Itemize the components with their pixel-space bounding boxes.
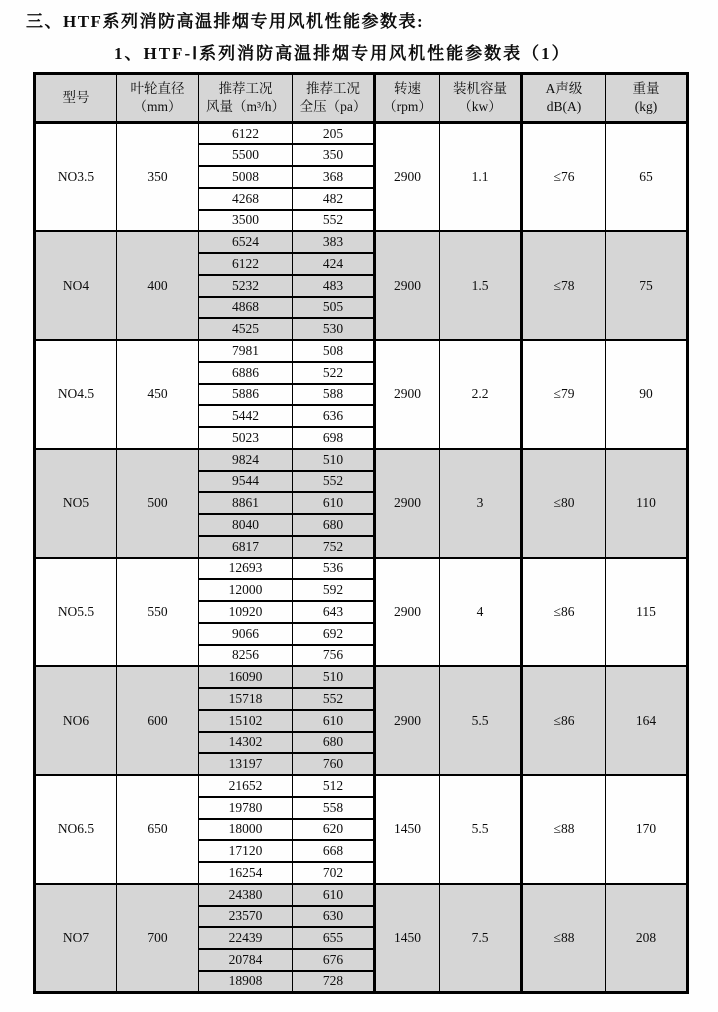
speed-cell: 2900	[375, 340, 440, 449]
pressure-cell: 760	[293, 753, 375, 775]
airflow-cell: 5023	[199, 427, 293, 449]
pressure-cell: 424	[293, 253, 375, 275]
header-pressure-label: 推荐工况	[306, 80, 360, 96]
pressure-cell: 698	[293, 427, 375, 449]
pressure-cell: 676	[293, 949, 375, 971]
fan-parameters-table	[33, 72, 689, 994]
header-diameter-label: 叶轮直径	[130, 80, 185, 96]
weight-cell: 170	[606, 775, 688, 884]
airflow-cell: 6122	[199, 253, 293, 275]
airflow-cell: 6122	[199, 123, 293, 145]
header-airflow	[199, 74, 293, 123]
airflow-cell: 8040	[199, 514, 293, 536]
airflow-cell: 6524	[199, 231, 293, 253]
header-noise-unit: dB(A)	[546, 99, 582, 114]
speed-cell: 2900	[375, 666, 440, 775]
airflow-cell: 6886	[199, 362, 293, 384]
speed-cell: 2900	[375, 558, 440, 667]
model-group-NO7	[35, 884, 688, 993]
pressure-cell: 552	[293, 471, 375, 493]
pressure-cell: 522	[293, 362, 375, 384]
noise-cell: ≤88	[522, 884, 606, 993]
header-power-label: 装机容量	[453, 80, 507, 96]
power-cell: 3	[440, 449, 522, 558]
page-subtitle: 1、HTF-Ⅰ系列消防高温排烟专用风机性能参数表（1）	[114, 44, 571, 63]
airflow-cell: 9544	[199, 471, 293, 493]
power-cell: 4	[440, 558, 522, 667]
airflow-cell: 5500	[199, 144, 293, 166]
header-installed-power	[440, 74, 522, 123]
pressure-cell: 610	[293, 884, 375, 906]
pressure-cell: 756	[293, 645, 375, 667]
weight-cell: 208	[606, 884, 688, 993]
pressure-cell: 205	[293, 123, 375, 145]
weight-cell: 164	[606, 666, 688, 775]
speed-cell: 1450	[375, 884, 440, 993]
weight-cell: 65	[606, 123, 688, 232]
airflow-cell: 21652	[199, 775, 293, 797]
header-weight-unit: (kg)	[634, 99, 658, 114]
header-speed	[375, 74, 440, 123]
airflow-cell: 4525	[199, 318, 293, 340]
airflow-cell: 8861	[199, 492, 293, 514]
pressure-cell: 508	[293, 340, 375, 362]
airflow-cell: 24380	[199, 884, 293, 906]
power-cell: 1.1	[440, 123, 522, 232]
noise-cell: ≤78	[522, 231, 606, 340]
header-row	[35, 74, 688, 123]
airflow-cell: 20784	[199, 949, 293, 971]
pressure-cell: 620	[293, 819, 375, 841]
header-power-unit: （kw）	[458, 99, 502, 114]
pressure-cell: 692	[293, 623, 375, 645]
pressure-cell: 680	[293, 732, 375, 754]
airflow-cell: 18908	[199, 971, 293, 993]
pressure-cell: 588	[293, 384, 375, 406]
model-cell: NO6	[35, 666, 117, 775]
pressure-cell: 668	[293, 840, 375, 862]
noise-cell: ≤76	[522, 123, 606, 232]
pressure-cell: 512	[293, 775, 375, 797]
airflow-cell: 23570	[199, 906, 293, 928]
pressure-cell: 643	[293, 601, 375, 623]
airflow-cell: 10920	[199, 601, 293, 623]
diameter-cell: 650	[117, 775, 199, 884]
noise-cell: ≤88	[522, 775, 606, 884]
airflow-cell: 14302	[199, 732, 293, 754]
speed-cell: 2900	[375, 231, 440, 340]
pressure-cell: 655	[293, 927, 375, 949]
speed-cell: 2900	[375, 123, 440, 232]
power-cell: 5.5	[440, 666, 522, 775]
header-noise-level	[522, 74, 606, 123]
pressure-cell: 530	[293, 318, 375, 340]
header-airflow-unit: 风量（m³/h）	[205, 99, 286, 114]
weight-cell: 115	[606, 558, 688, 667]
page-title: 三、HTF系列消防高温排烟专用风机性能参数表:	[26, 12, 425, 31]
weight-cell: 110	[606, 449, 688, 558]
model-cell: NO4	[35, 231, 117, 340]
speed-cell: 2900	[375, 449, 440, 558]
header-diameter-unit: （mm）	[133, 99, 182, 114]
airflow-cell: 16090	[199, 666, 293, 688]
model-group-NO3.5	[35, 123, 688, 232]
header-noise-label: A声级	[545, 80, 583, 96]
airflow-cell: 5008	[199, 166, 293, 188]
noise-cell: ≤79	[522, 340, 606, 449]
pressure-cell: 482	[293, 188, 375, 210]
model-cell: NO7	[35, 884, 117, 993]
airflow-cell: 12000	[199, 579, 293, 601]
model-cell: NO3.5	[35, 123, 117, 232]
model-cell: NO5	[35, 449, 117, 558]
airflow-cell: 16254	[199, 862, 293, 884]
header-model-label: 型号	[62, 89, 90, 105]
header-airflow-label: 推荐工况	[218, 80, 273, 96]
model-group-NO5.5	[35, 558, 688, 667]
airflow-cell: 5232	[199, 275, 293, 297]
table-row	[35, 884, 688, 906]
table-row	[35, 340, 688, 362]
pressure-cell: 680	[293, 514, 375, 536]
pressure-cell: 510	[293, 449, 375, 471]
header-speed-unit: （rpm）	[383, 99, 432, 114]
model-group-NO5	[35, 449, 688, 558]
pressure-cell: 558	[293, 797, 375, 819]
weight-cell: 75	[606, 231, 688, 340]
noise-cell: ≤86	[522, 666, 606, 775]
model-cell: NO5.5	[35, 558, 117, 667]
power-cell: 1.5	[440, 231, 522, 340]
table-row	[35, 231, 688, 253]
pressure-cell: 592	[293, 579, 375, 601]
airflow-cell: 6817	[199, 536, 293, 558]
pressure-cell: 383	[293, 231, 375, 253]
pressure-cell: 368	[293, 166, 375, 188]
header-pressure-unit: 全压（pa）	[299, 99, 367, 114]
airflow-cell: 4868	[199, 297, 293, 319]
header-weight	[606, 74, 688, 123]
airflow-cell: 9824	[199, 449, 293, 471]
airflow-cell: 15718	[199, 688, 293, 710]
airflow-cell: 19780	[199, 797, 293, 819]
noise-cell: ≤80	[522, 449, 606, 558]
diameter-cell: 600	[117, 666, 199, 775]
table-row	[35, 123, 688, 145]
airflow-cell: 7981	[199, 340, 293, 362]
airflow-cell: 9066	[199, 623, 293, 645]
table-header	[35, 74, 688, 123]
pressure-cell: 610	[293, 492, 375, 514]
pressure-cell: 728	[293, 971, 375, 993]
airflow-cell: 3500	[199, 210, 293, 232]
pressure-cell: 505	[293, 297, 375, 319]
airflow-cell: 5442	[199, 405, 293, 427]
pressure-cell: 636	[293, 405, 375, 427]
pressure-cell: 510	[293, 666, 375, 688]
airflow-cell: 8256	[199, 645, 293, 667]
model-group-NO4.5	[35, 340, 688, 449]
diameter-cell: 400	[117, 231, 199, 340]
header-speed-label: 转速	[394, 80, 421, 96]
model-cell: NO4.5	[35, 340, 117, 449]
pressure-cell: 552	[293, 688, 375, 710]
noise-cell: ≤86	[522, 558, 606, 667]
speed-cell: 1450	[375, 775, 440, 884]
airflow-cell: 4268	[199, 188, 293, 210]
pressure-cell: 552	[293, 210, 375, 232]
pressure-cell: 610	[293, 710, 375, 732]
header-weight-label: 重量	[632, 80, 660, 96]
model-group-NO6.5	[35, 775, 688, 884]
airflow-cell: 17120	[199, 840, 293, 862]
table-row	[35, 449, 688, 471]
table-row	[35, 666, 688, 688]
airflow-cell: 15102	[199, 710, 293, 732]
airflow-cell: 18000	[199, 819, 293, 841]
airflow-cell: 22439	[199, 927, 293, 949]
power-cell: 2.2	[440, 340, 522, 449]
header-total-pressure	[293, 74, 375, 123]
diameter-cell: 350	[117, 123, 199, 232]
airflow-cell: 5886	[199, 384, 293, 406]
diameter-cell: 700	[117, 884, 199, 993]
diameter-cell: 450	[117, 340, 199, 449]
pressure-cell: 350	[293, 144, 375, 166]
pressure-cell: 536	[293, 558, 375, 580]
pressure-cell: 752	[293, 536, 375, 558]
header-model	[35, 74, 117, 123]
header-impeller-diameter	[117, 74, 199, 123]
weight-cell: 90	[606, 340, 688, 449]
airflow-cell: 13197	[199, 753, 293, 775]
model-cell: NO6.5	[35, 775, 117, 884]
pressure-cell: 630	[293, 906, 375, 928]
pressure-cell: 702	[293, 862, 375, 884]
power-cell: 5.5	[440, 775, 522, 884]
table-row	[35, 775, 688, 797]
pressure-cell: 483	[293, 275, 375, 297]
diameter-cell: 500	[117, 449, 199, 558]
airflow-cell: 12693	[199, 558, 293, 580]
diameter-cell: 550	[117, 558, 199, 667]
model-group-NO4	[35, 231, 688, 340]
model-group-NO6	[35, 666, 688, 775]
table-row	[35, 558, 688, 580]
power-cell: 7.5	[440, 884, 522, 993]
